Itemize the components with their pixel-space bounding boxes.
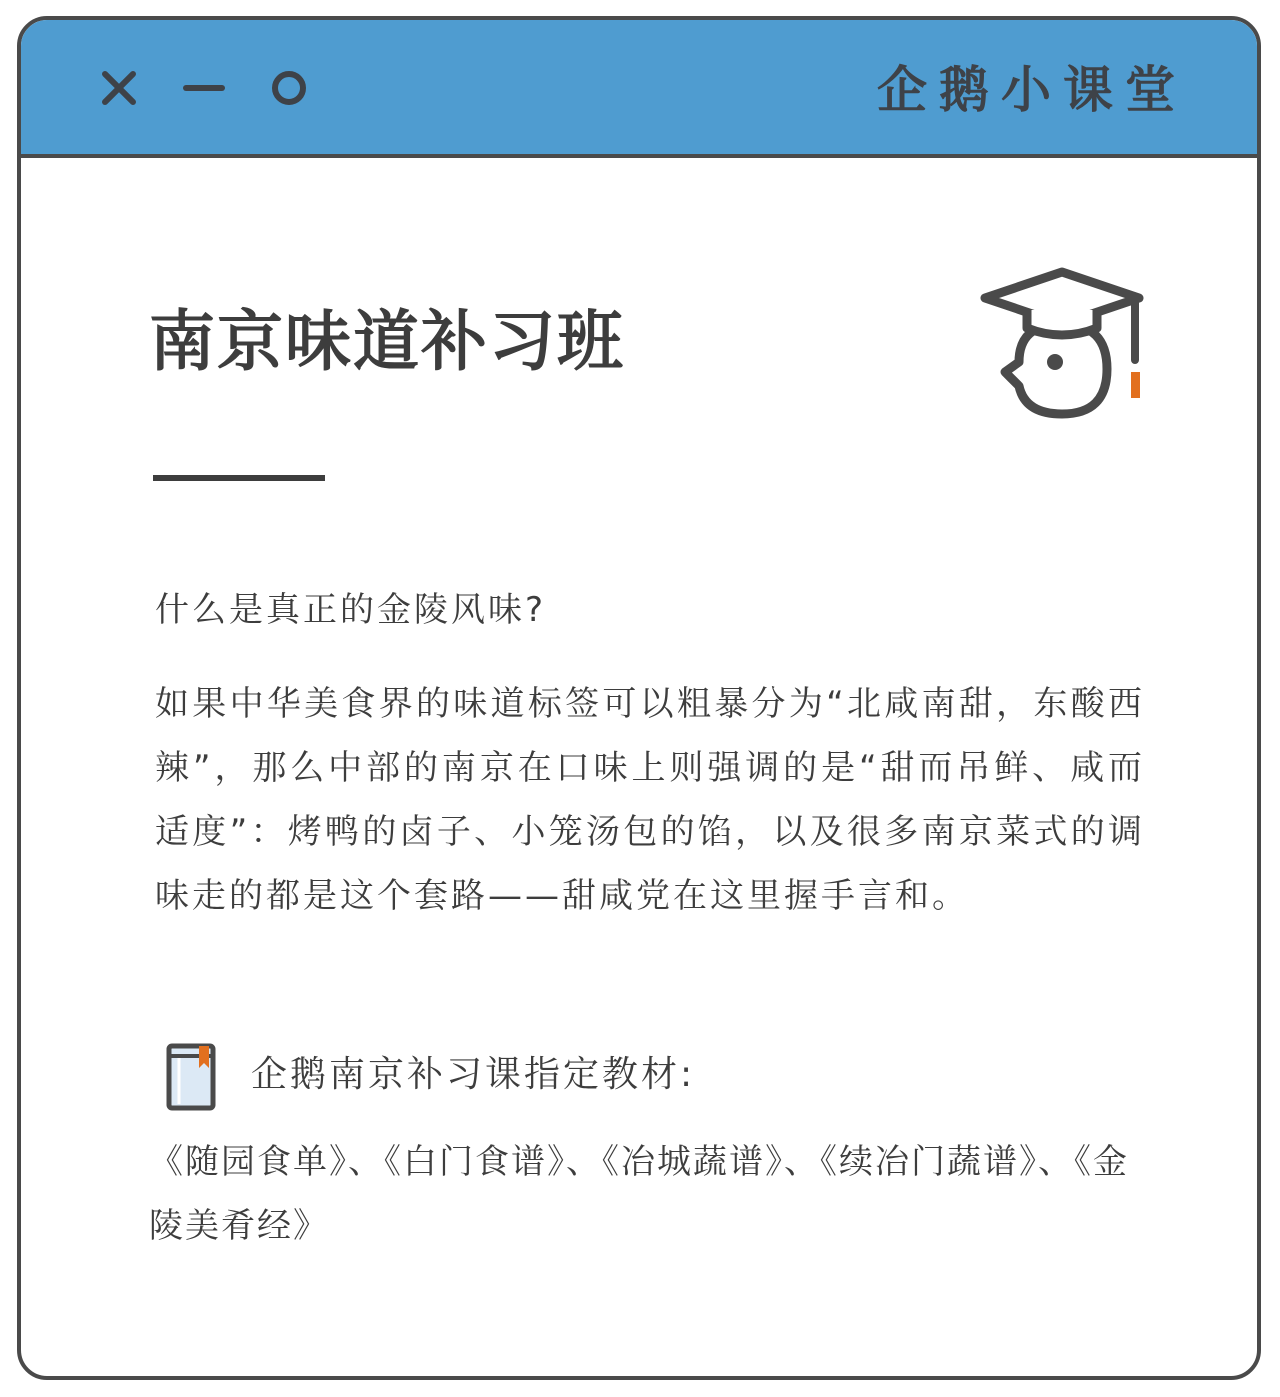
brand-title: 企鹅小课堂 xyxy=(877,61,1187,119)
textbook-header xyxy=(163,1038,1143,1118)
maximize-icon[interactable] xyxy=(261,60,317,116)
intro-paragraph: 如果中华美食界的味道标签可以粗暴分为“北咸南甜，东酸西辣”，那么中部的南京在口味上则强调的是“甜而吊鲜、咸而适度”：烤鸭的卤子、小笼汤包的馅，以及很多南京菜式的调味走的都是这个套路——甜咸党在这里握手言和。 xyxy=(155,684,1145,916)
page-title: 南京味道补习班 xyxy=(149,303,625,380)
window-frame xyxy=(17,16,1261,1380)
book-icon xyxy=(163,1042,219,1112)
minimize-icon[interactable] xyxy=(176,60,232,116)
question-heading: 什么是真正的金陵风味? xyxy=(155,590,547,630)
close-icon[interactable] xyxy=(91,60,147,116)
textbook-list: 《随园食单》、《白门食谱》、《冶城蔬谱》、《续冶门蔬谱》、《金陵美肴经》 xyxy=(149,1142,1129,1246)
textbook-label: 企鹅南京补习课指定教材: xyxy=(251,1054,696,1095)
penguin-graduation-cap-icon xyxy=(977,264,1147,429)
title-bar xyxy=(21,20,1257,158)
title-divider xyxy=(153,475,325,481)
